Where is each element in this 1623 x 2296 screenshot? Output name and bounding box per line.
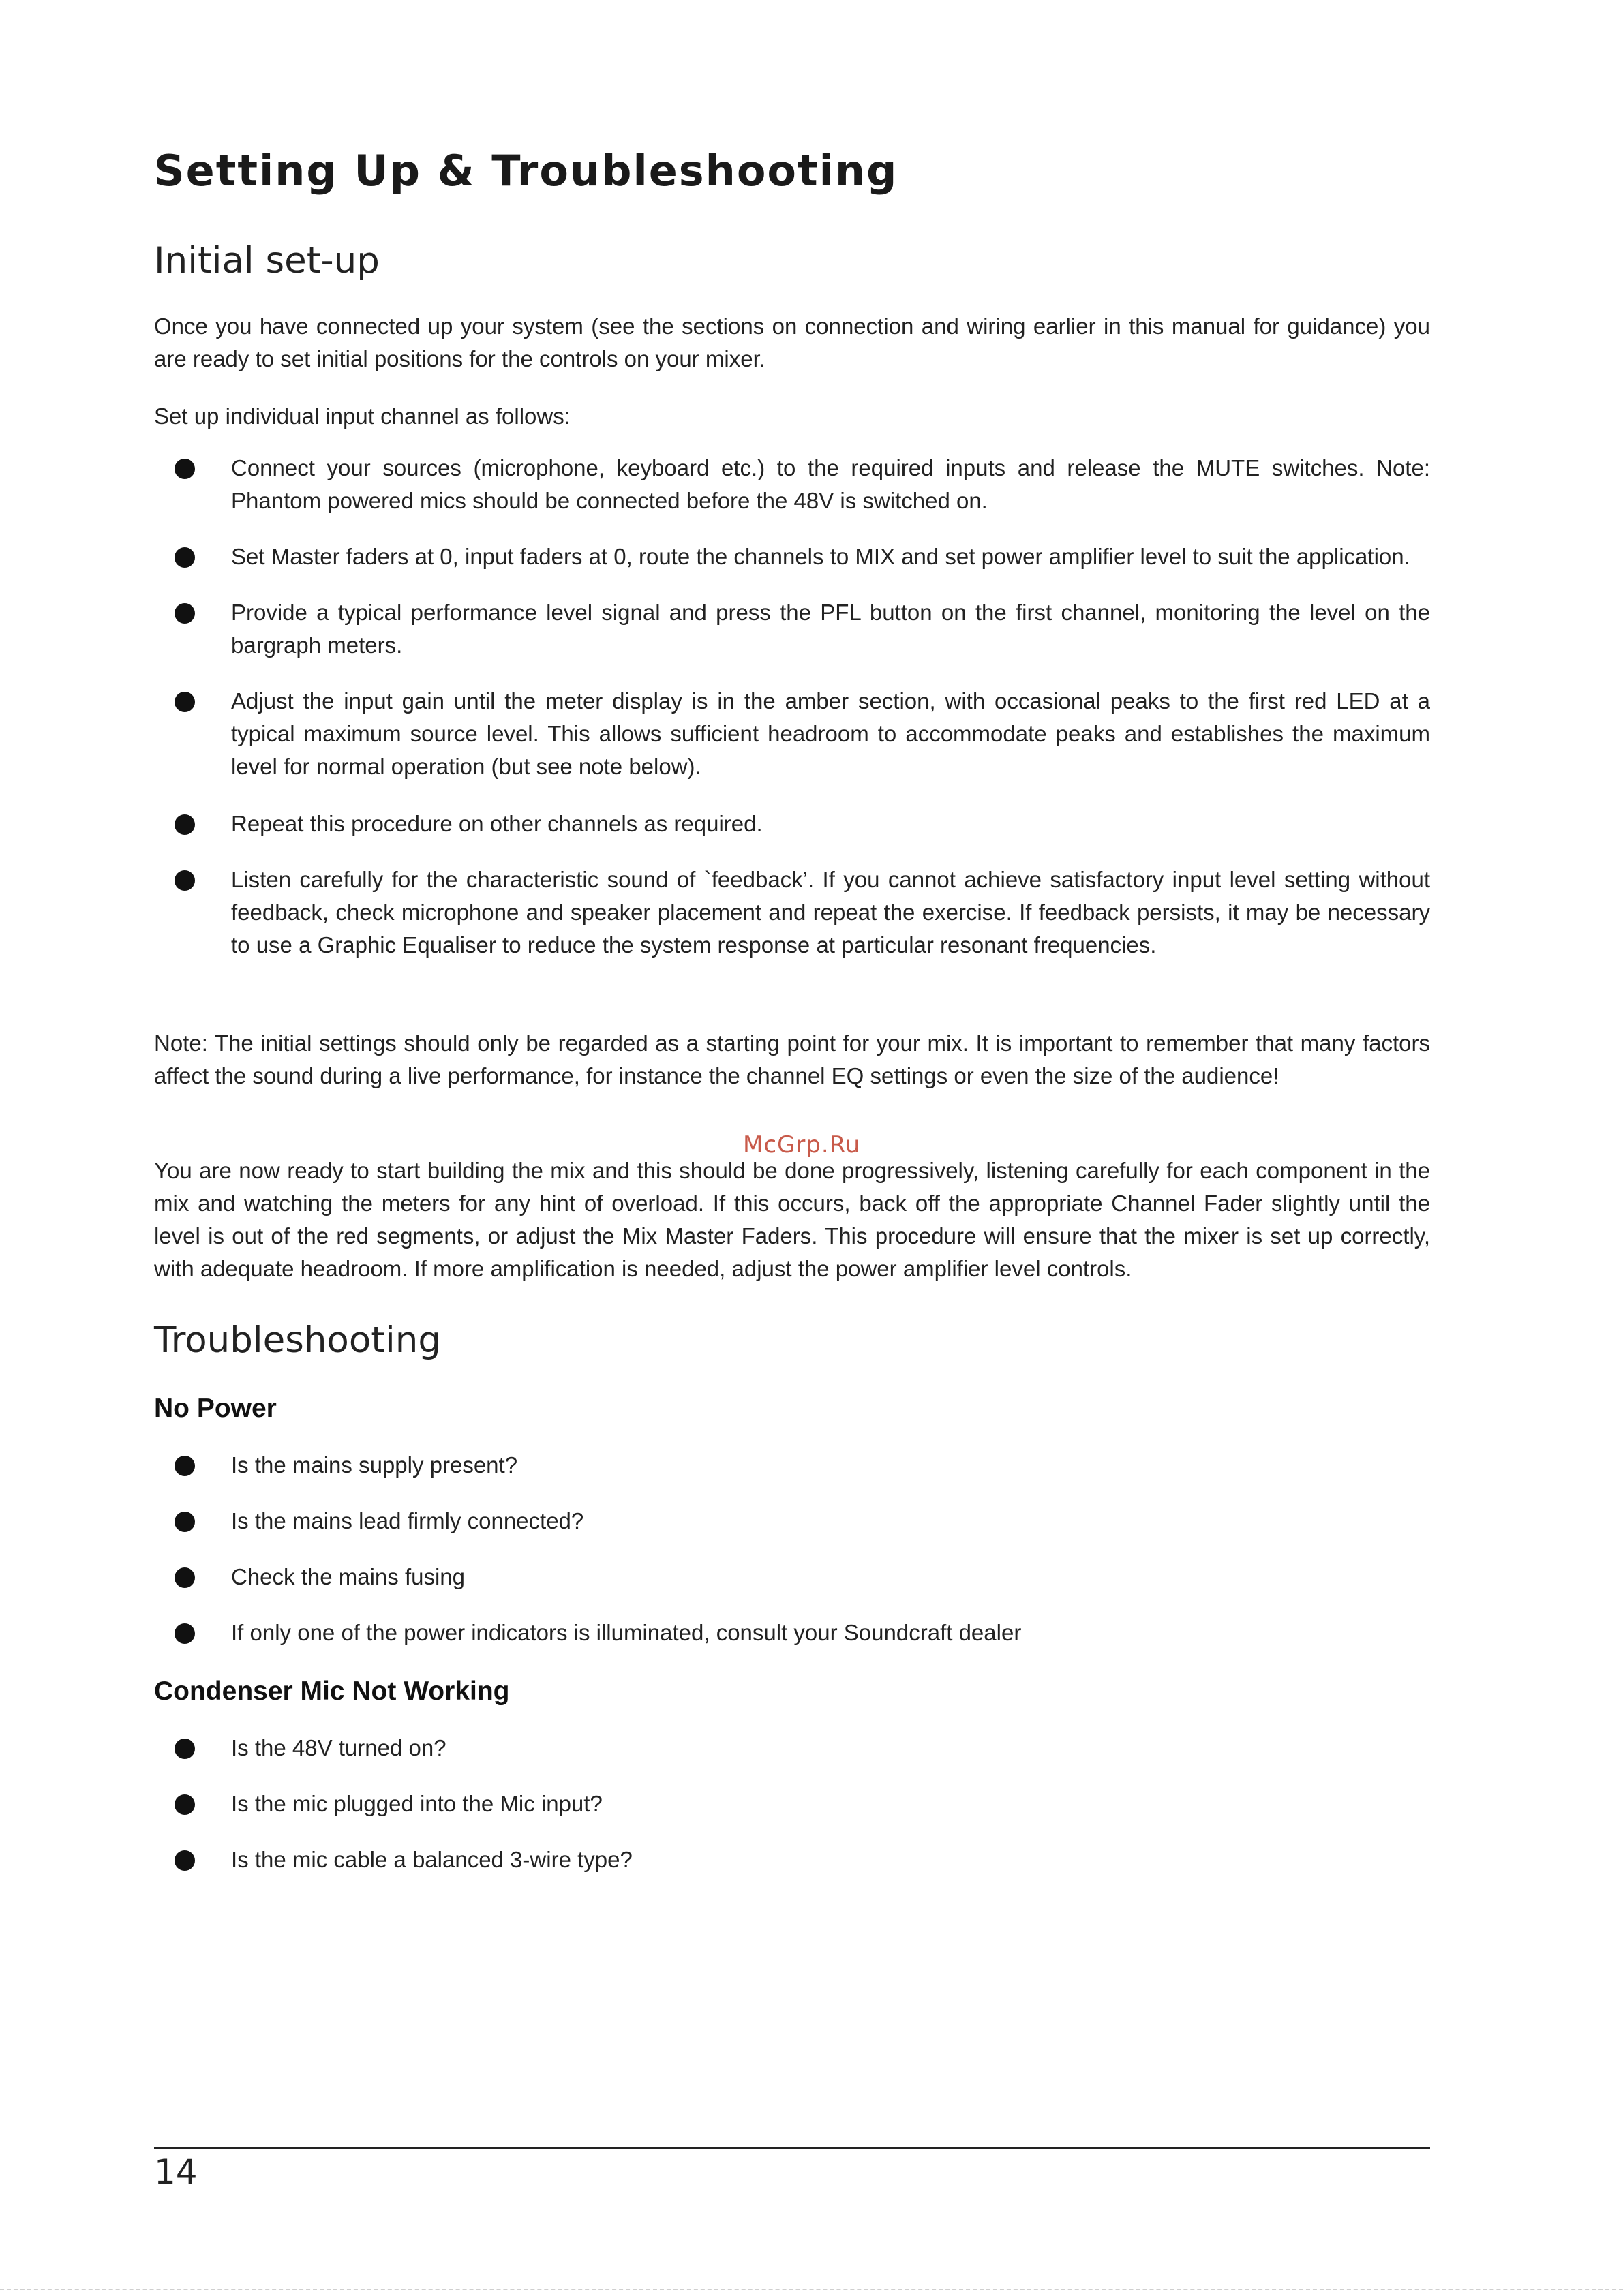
footer-divider [154, 2147, 1430, 2149]
page-edge-divider [0, 2289, 1623, 2290]
note-paragraph: Note: The initial settings should only be regarded as a starting point for your mix. It is important to remember that many factors affect the sound during a live performance, for instance the channel EQ settings or even the size of the audience! [154, 1030, 1430, 1088]
page-title: Setting Up & Troubleshooting [154, 146, 898, 196]
subheading-condenser-mic: Condenser Mic Not Working [154, 1677, 510, 1706]
subheading-no-power: No Power [154, 1394, 277, 1423]
bullet-icon [175, 814, 195, 835]
section-heading-initial-setup: Initial set-up [154, 240, 380, 281]
list-item-text: Repeat this procedure on other channels as required. [231, 811, 763, 836]
list-item-text: If only one of the power indicators is illuminated, consult your Soundcraft dealer [231, 1620, 1022, 1645]
bullet-icon [175, 1850, 195, 1871]
list-item-text: Set Master faders at 0, input faders at 0, route the channels to MIX and set power amplifier level to suit the application. [231, 544, 1410, 569]
page-number: 14 [154, 2152, 198, 2192]
section-heading-troubleshooting: Troubleshooting [154, 1319, 441, 1361]
list-item-text: Is the mains supply present? [231, 1452, 518, 1478]
list-item-text: Is the mains lead firmly connected? [231, 1508, 584, 1533]
list-item-text: Listen carefully for the characteristic sound of `feedback’. If you cannot achieve satisfactory input level setting without feedback, check microphone and speaker placement and repeat the exercise. If feedback persists, it may be necessary to use a Graphic Equaliser to reduce the system response at particular resonant frequencies. [231, 867, 1430, 958]
list-item-text: Is the 48V turned on? [231, 1735, 446, 1760]
bullet-icon [175, 1456, 195, 1476]
setup-lead-text: Set up individual input channel as follows: [154, 403, 571, 429]
bullet-icon [175, 603, 195, 624]
watermark: McGrp.Ru [743, 1131, 861, 1159]
list-item-text: Is the mic plugged into the Mic input? [231, 1791, 603, 1816]
list-item-text: Provide a typical performance level signal and press the PFL button on the first channel, monitoring the level on the bargraph meters. [231, 600, 1430, 658]
bullet-icon [175, 1623, 195, 1644]
bullet-icon [175, 1512, 195, 1532]
list-item-text: Is the mic cable a balanced 3-wire type? [231, 1847, 633, 1872]
bullet-icon [175, 692, 195, 712]
list-item-text: Connect your sources (microphone, keyboard etc.) to the required inputs and release the MUTE switches. Note: Phantom powered mics should be connected before the 48V is switched on. [231, 455, 1430, 513]
bullet-icon [175, 1739, 195, 1759]
mix-building-paragraph: You are now ready to start building the mix and this should be done progressively, listening carefully for each component in the mix and watching the meters for any hint of overload. If this occurs, back off the appropriate Channel Fader slightly until the level is out of the red segments, or adjust the Mix Master Faders. This procedure will ensure that the mixer is set up correctly, with adequate headroom. If more amplification is needed, adjust the power amplifier level controls. [154, 1158, 1430, 1281]
bullet-icon [175, 1794, 195, 1815]
bullet-icon [175, 459, 195, 479]
bullet-icon [175, 870, 195, 891]
intro-paragraph: Once you have connected up your system (see the sections on connection and wiring earlier in this manual for guidance) you are ready to set initial positions for the controls on your mixer. [154, 313, 1430, 371]
list-item-text: Check the mains fusing [231, 1564, 466, 1589]
list-item-text: Adjust the input gain until the meter display is in the amber section, with occasional peaks to the first red LED at a typical maximum source level. This allows sufficient headroom to accommodate peaks and establishes the maximum level for normal operation (but see note below). [231, 688, 1430, 779]
bullet-icon [175, 547, 195, 568]
bullet-icon [175, 1567, 195, 1588]
